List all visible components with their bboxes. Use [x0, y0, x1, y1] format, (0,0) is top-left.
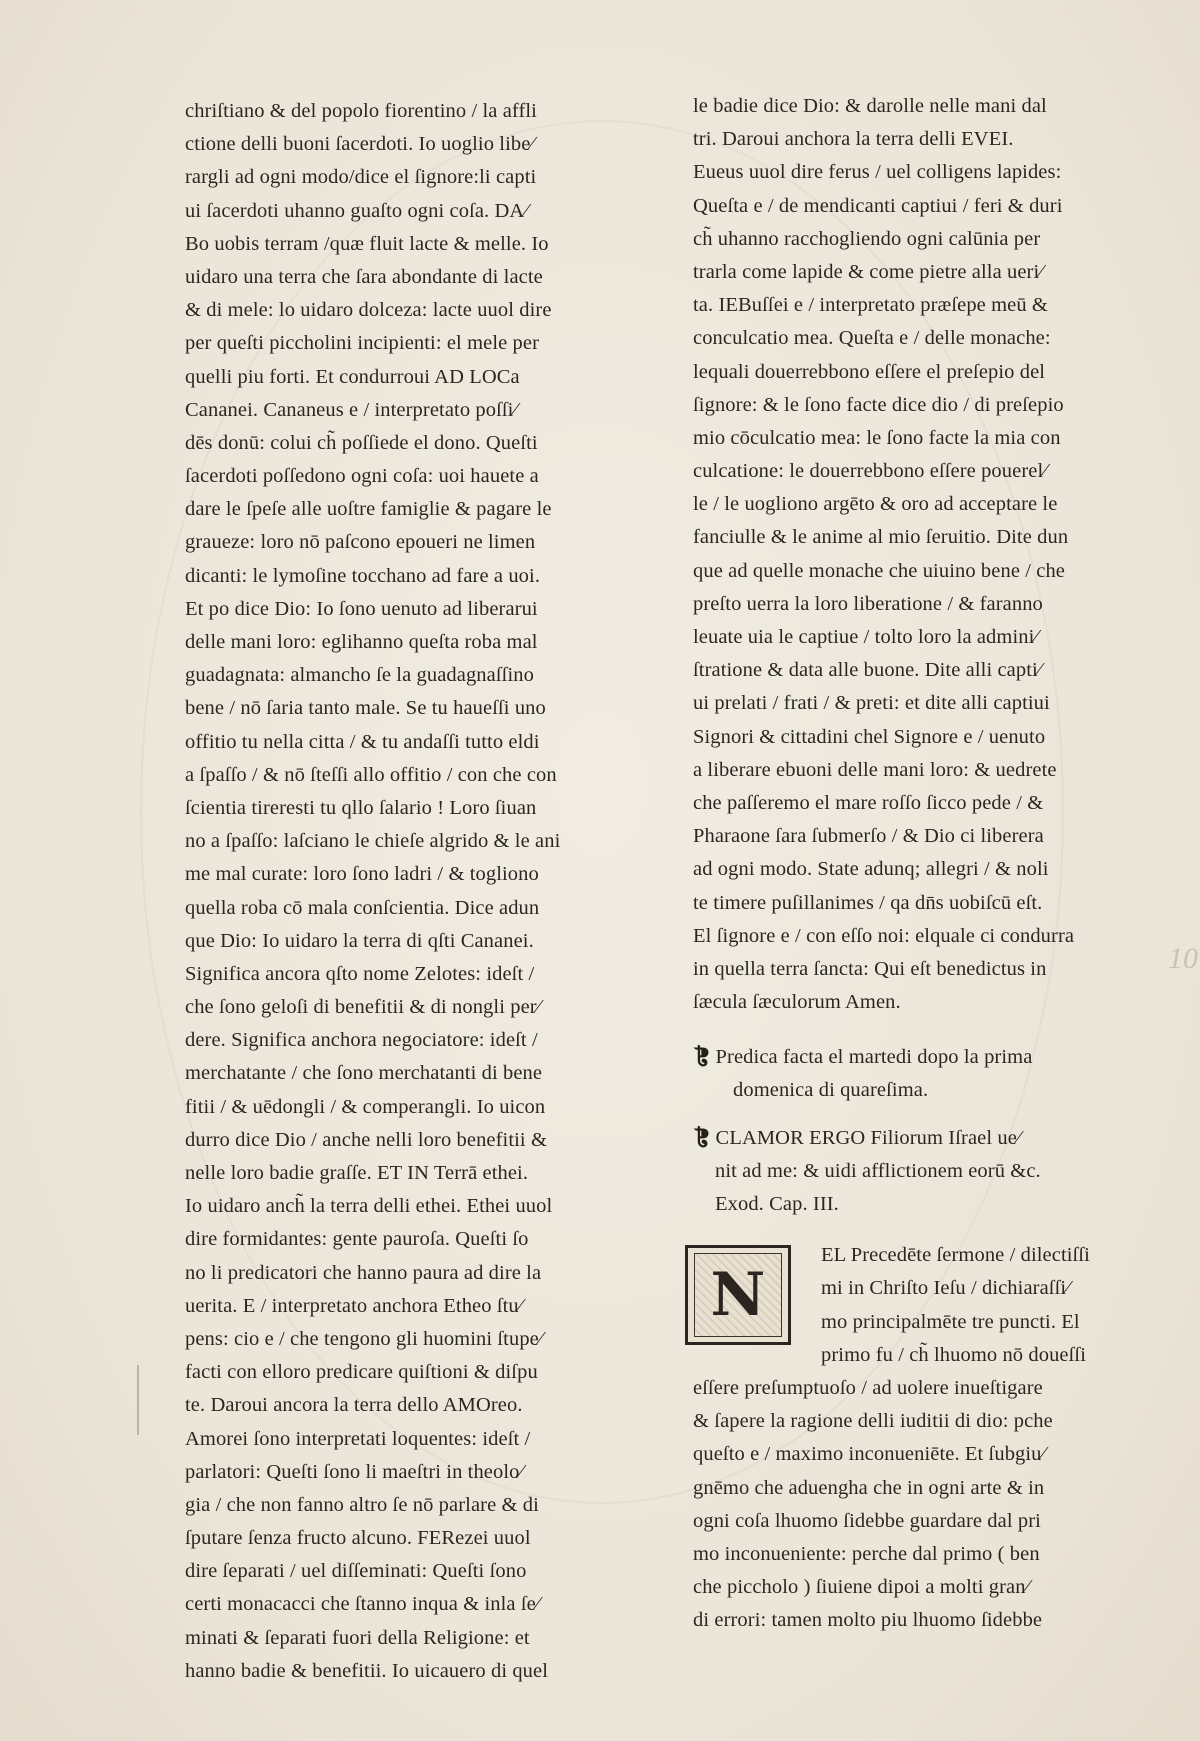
text-line: te. Daroui ancora la terra dello AMOreo.	[185, 1394, 523, 1417]
decorated-initial	[685, 1245, 791, 1345]
text-line: le badie dice Dio: & darolle nelle mani dal	[693, 95, 1047, 117]
text-line: chriſtiano & del popolo fiorentino / la affli	[185, 100, 537, 122]
text-line: che ſono geloſi di benefitii & di nongli per⁄	[185, 996, 541, 1019]
text-line: & di mele: lo uidaro dolceza: lacte uuol dire	[185, 299, 552, 322]
text-line: ad ogni modo. State adunq; allegri / & noli	[693, 858, 1049, 881]
text-line: queſto e / maximo inconueniēte. Et ſubgiu⁄	[693, 1443, 1046, 1466]
text-line: fanciulle & le anime al mio ſeruitio. Dite dun	[693, 526, 1069, 549]
text-line: fitii / & uēdongli / & comperangli. Io uicon	[185, 1095, 546, 1118]
text-line: ctione delli buoni ſacerdoti. Io uoglio libe⁄	[185, 133, 534, 156]
text-line: Significa ancora qſto nome Zelotes: ideſt /	[185, 962, 535, 985]
text-line: Pharaone ſara ſubmerſo / & Dio ci liberera	[693, 825, 1044, 848]
text-line: offitio tu nella citta / & tu andaſſi tutto eldi	[185, 730, 540, 753]
rubric-text: Predica facta el martedi dopo la prima	[715, 1046, 1033, 1069]
sermon-lines	[693, 1372, 1163, 1638]
incipit-line-1	[693, 1122, 1163, 1155]
rubric-line-2: domenica di quareſima.	[733, 1079, 929, 1102]
text-line: quelli piu forti. Et condurroui AD LOCa	[185, 365, 520, 388]
text-line: Eueus uuol dire ferus / uel colligens lapides:	[693, 161, 1062, 184]
margin-mark	[137, 1365, 139, 1435]
text-line: di errori: tamen molto piu lhuomo ſidebbe	[693, 1609, 1043, 1632]
text-line: delle mani loro: eglihanno queſta roba mal	[185, 631, 538, 653]
text-line: dicanti: le lymoſine tocchano ad fare a uoi.	[185, 564, 541, 587]
text-line: que Dio: Io uidaro la terra di qſti Cananei.	[185, 929, 534, 952]
text-line: lequali douerrebbono eſſere el preſepio del	[693, 360, 1046, 383]
text-line: gnēmo che aduengha che in ogni arte & in	[693, 1476, 1045, 1499]
text-line: pens: cio e / che tengono gli huomini ſtupe⁄	[185, 1327, 543, 1350]
text-line: ſæcula ſæculorum Amen.	[693, 991, 901, 1014]
text-line: durro dice Dio / anche nelli loro benefitii &	[185, 1128, 547, 1151]
left-column	[185, 95, 655, 1688]
incipit-text: CLAMOR ERGO Filiorum Iſrael ue⁄	[715, 1126, 1021, 1149]
text-line: ſignore: & le ſono facte dice dio / di preſepio	[693, 393, 1064, 416]
text-line: hanno badie & benefitii. Io uicauero di quel	[185, 1659, 549, 1682]
text-line: dire ſeparati / uel diſſeminati: Queſti ſono	[185, 1560, 527, 1583]
text-line: a ſpaſſo / & nō ſteſſi allo offitio / con che con	[185, 763, 557, 786]
text-line: Cananei. Cananeus e / interpretato poſſi⁄	[185, 398, 517, 421]
text-line: tri. Daroui anchora la terra delli EVEI.	[693, 128, 1014, 151]
text-line: ſcientia tireresti tu qllo ſalario ! Loro ſiuan	[185, 796, 537, 819]
text-line: guadagnata: almancho ſe la guadagnaſſino	[185, 664, 534, 687]
text-line: ogni coſa lhuomo ſidebbe guardare dal pri	[693, 1509, 1041, 1532]
text-line: EL Precedēte ſermone / dilectiſſi	[821, 1244, 1090, 1267]
text-line: gia / che non fanno altro ſe nō parlare & di	[185, 1493, 539, 1516]
text-line: dire formidantes: gente pauroſa. Queſti ſo	[185, 1228, 529, 1251]
text-line: uidaro una terra che ſara abondante di lacte	[185, 265, 543, 288]
text-line: leuate uia le captiue / tolto loro la admini⁄	[693, 626, 1038, 648]
incipit-line-2: nit ad me: & uidi afflictionem eorū &c.	[715, 1159, 1041, 1182]
text-line: preſto uerra la loro liberatione / & faranno	[693, 592, 1043, 615]
text-line: per queſti piccholini incipienti: el mele per	[185, 332, 540, 355]
text-line: in quella terra ſancta: Qui eſt benedictus in	[693, 957, 1047, 980]
text-line: El ſignore e / con eſſo noi: elquale ci condurra	[693, 924, 1075, 947]
sermon-rubric	[693, 1041, 1163, 1107]
text-line: mo principalmēte tre puncti. El	[821, 1310, 1080, 1333]
sermon-incipit	[693, 1122, 1163, 1222]
text-line: culcatione: le douerrebbono eſſere pouerel⁄	[693, 460, 1047, 483]
text-line: ui ſacerdoti uhanno guaſto ogni coſa. DA⁄	[185, 199, 528, 222]
text-line: que ad quelle monache che uiuino bene / che	[693, 559, 1066, 582]
text-line: Io uidaro anch̃ la terra delli ethei. Ethei uuol	[185, 1195, 553, 1218]
text-line: mio cōculcatio mea: le ſono facte la mia con	[693, 426, 1061, 449]
text-line: bene / nō ſaria tanto male. Se tu haueſſi uno	[185, 697, 546, 720]
text-line: ui prelati / frati / & preti: et dite alli captiui	[693, 692, 1050, 715]
text-line: le / le uogliono argēto & oro ad acceptare le	[693, 493, 1058, 516]
text-line: ſacerdoti poſſedono ogni coſa: uoi hauete a	[185, 465, 539, 488]
text-line: facti con elloro predicare quiſtioni & diſpu	[185, 1361, 538, 1384]
rubric-line-1	[693, 1041, 1163, 1074]
text-line: mi in Chriſto Ieſu / dichiaraſſi⁄	[821, 1277, 1070, 1300]
text-line: graueze: loro nō paſcono epoueri ne limen	[185, 531, 536, 554]
text-line: certi monacacci che ſtanno inqua & inla ſe⁄	[185, 1593, 540, 1616]
text-line: Et po dice Dio: Io ſono uenuto ad liberarui	[185, 597, 538, 620]
right-column	[693, 90, 1163, 1637]
text-line: che piccholo ) ſiuiene dipoi a molti gran⁄	[693, 1576, 1030, 1599]
text-line: ta. IEBuſſei e / interpretato præſepe meū &	[693, 294, 1048, 317]
text-line: ſtratione & data alle buone. Dite alli capti⁄	[693, 659, 1042, 682]
text-line: dēs donū: colui ch̃ poſſiede el dono. Queſti	[185, 431, 538, 454]
text-line: parlatori: Queſti ſono li maeſtri in theolo⁄	[185, 1460, 524, 1483]
paragraph-mark-icon: ❡	[693, 1124, 712, 1151]
margin-note: 10	[1168, 942, 1198, 975]
text-line: dare le ſpeſe alle uoſtre famiglie & pagare le	[185, 498, 552, 521]
text-line: me mal curate: loro ſono ladri / & togliono	[185, 863, 539, 886]
text-line: uerita. E / interpretato anchora Etheo ſtu⁄	[185, 1294, 523, 1317]
text-line: Amorei ſono interpretati loquentes: ideſt /	[185, 1427, 531, 1450]
text-line: & ſapere la ragione delli iuditii di dio: pche	[693, 1410, 1053, 1433]
text-line: no a ſpaſſo: laſciano le chieſe algrido & le ani	[185, 830, 561, 853]
text-line: te timere puſillanimes / qa dn̄s uobiſcū eſt.	[693, 891, 1043, 914]
sermon-body	[693, 1239, 1163, 1637]
text-line: minati & ſeparati fuori della Religione: et	[185, 1626, 530, 1649]
text-line: che paſſeremo el mare roſſo ſicco pede / &	[693, 791, 1044, 814]
right-column-text	[693, 90, 1163, 1019]
text-line: nelle loro badie graſſe. ET IN Terrā ethei.	[185, 1162, 529, 1184]
text-line: primo fu / ch̃ lhuomo nō doueſſi	[821, 1343, 1087, 1366]
incipit-line-3: Exod. Cap. III.	[715, 1193, 839, 1215]
text-line: conculcatio mea. Queſta e / delle monache:	[693, 327, 1051, 350]
text-line: dere. Significa anchora negociatore: ideſt /	[185, 1029, 538, 1052]
text-line: no li predicatori che hanno paura ad dire la	[185, 1261, 542, 1284]
text-line: eſſere preſumptuoſo / ad uolere inueſtigare	[693, 1376, 1043, 1399]
initial-letter: N	[694, 1253, 782, 1337]
text-line: quella roba cō mala conſcientia. Dice adun	[185, 896, 540, 919]
text-line: trarla come lapide & come pietre alla ueri⁄	[693, 260, 1043, 283]
text-line: Signori & cittadini chel Signore e / uenuto	[693, 725, 1046, 748]
paragraph-mark-icon: ❡	[693, 1044, 712, 1071]
text-line: ch̃ uhanno racchogliendo ogni calūnia per	[693, 227, 1041, 250]
text-line: Queſta e / de mendicanti captiui / feri & duri	[693, 194, 1063, 217]
text-line: ſputare ſenza fructo alcuno. FERezei uuol	[185, 1527, 531, 1550]
text-line: rargli ad ogni modo/dice el ſignore:li capti	[185, 166, 537, 189]
text-line: mo inconueniente: perche dal primo ( ben	[693, 1542, 1040, 1565]
text-line: a liberare ebuoni delle mani loro: & uedrete	[693, 758, 1057, 781]
text-line: Bo uobis terram /quæ fluit lacte & melle. Io	[185, 232, 549, 255]
text-line: merchatante / che ſono merchatanti di bene	[185, 1062, 543, 1085]
